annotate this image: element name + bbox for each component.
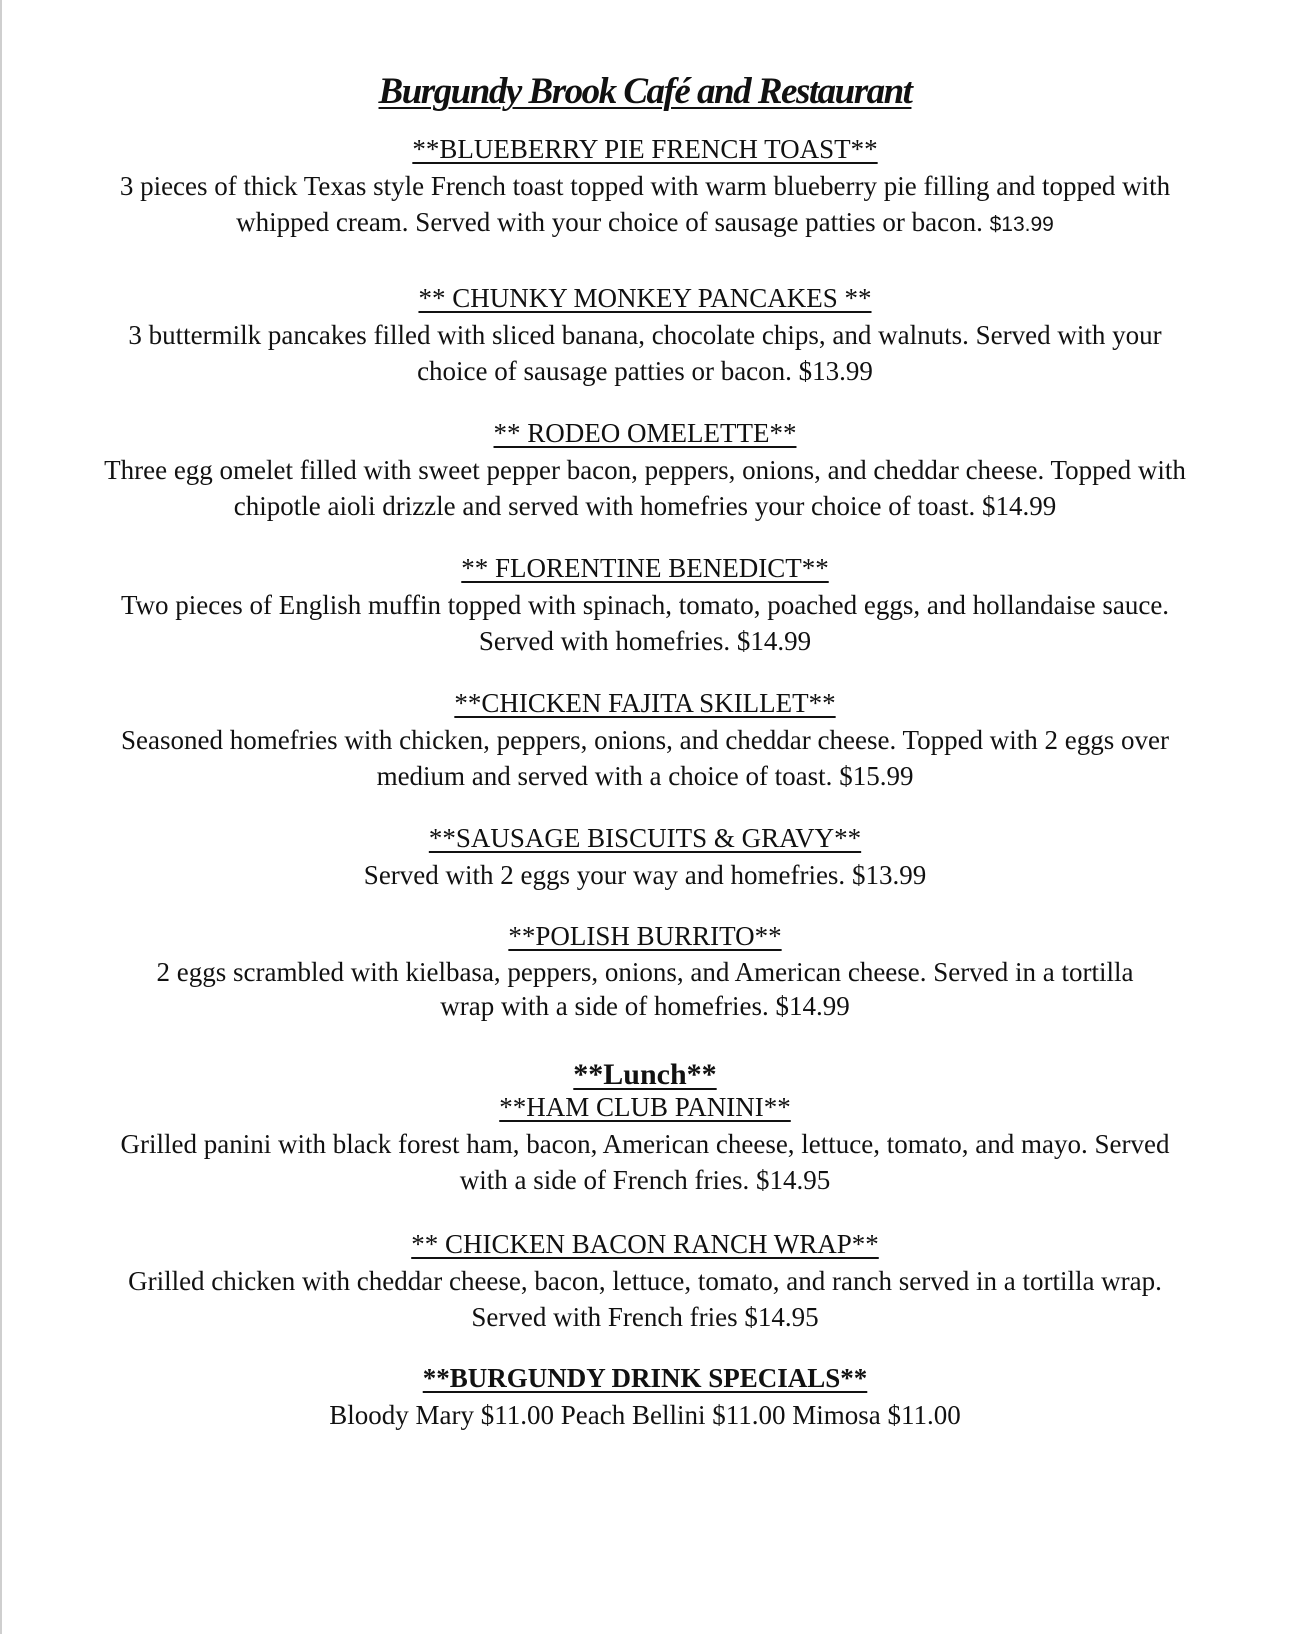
menu-item-price: $14.99 — [736, 626, 812, 656]
menu-item-name: **SAUSAGE BISCUITS & GRAVY** — [428, 823, 862, 853]
menu-item-description — [145, 955, 1145, 1023]
lunch-heading — [0, 1057, 1290, 1093]
menu-item-polish-burrito — [0, 920, 1290, 1023]
menu-item-description — [105, 1126, 1185, 1198]
lunch-heading-text: **Lunch** — [573, 1058, 717, 1091]
menu-item-description-text: Two pieces of English muffin topped with spinach, tomato, poached eggs, and hollandaise sauce. Served with homefries. — [120, 590, 1170, 656]
menu-item-price: $14.99 — [982, 491, 1057, 521]
menu-item-description-text: Three egg omelet filled with sweet pepper bacon, peppers, onions, and cheddar cheese. Topped with chipotle aioli drizzle and served with homefries your choice of toast. — [104, 455, 1186, 521]
menu-item-description-text: Grilled panini with black forest ham, bacon, American cheese, lettuce, tomato, and mayo. Served with a side of French fries. — [120, 1129, 1170, 1195]
menu-item-description-text: Seasoned homefries with chicken, peppers, onions, and cheddar cheese. Topped with 2 eggs over medium and served with a choice of toast. — [120, 725, 1170, 791]
menu-item-price: $15.99 — [839, 761, 914, 791]
menu-item-description — [100, 857, 1190, 893]
menu-item-price: $13.99 — [798, 356, 873, 386]
menu-item-description-text: 3 pieces of thick Texas style French toast topped with warm blueberry pie filling and topped with whipped cream. Served with your choice of sausage patties or bacon. — [119, 171, 1171, 237]
menu-item-price: $14.95 — [755, 1165, 831, 1195]
menu-item-description-text: 3 buttermilk pancakes filled with sliced banana, chocolate chips, and walnuts. Served with your choice of sausage patties or bacon. — [128, 320, 1162, 386]
restaurant-title — [0, 70, 1290, 113]
menu-item-rodeo-omelette — [0, 417, 1290, 524]
menu-item-blueberry-pie-french-toast — [0, 133, 1290, 243]
menu-item-price: $13.99 — [851, 860, 927, 890]
menu-item-description-text: Grilled chicken with cheddar cheese, bacon, lettuce, tomato, and ranch served in a tortilla wrap. Served with French fries — [128, 1266, 1162, 1332]
menu-item-florentine-benedict — [0, 552, 1290, 659]
menu-item-description — [90, 452, 1200, 524]
menu-item-description — [100, 168, 1190, 243]
menu-item-name: ** CHICKEN BACON RANCH WRAP** — [411, 1229, 879, 1259]
drink-specials-line: Bloody Mary $11.00 Peach Bellini $11.00 Mimosa $11.00 — [329, 1400, 961, 1430]
menu-item-chunky-monkey-pancakes — [0, 282, 1290, 389]
menu-item-description-text: 2 eggs scrambled with kielbasa, peppers, onions, and American cheese. Served in a tortilla wrap with a side of homefries. — [156, 957, 1134, 1021]
menu-item-price: $13.99 — [989, 213, 1054, 236]
menu-item-description — [100, 722, 1190, 794]
menu-item-description — [105, 587, 1185, 659]
restaurant-title-text: Burgundy Brook Café and Restaurant — [378, 71, 912, 112]
menu-item-name: **BLUEBERRY PIE FRENCH TOAST** — [412, 134, 878, 164]
menu-item-chicken-bacon-ranch-wrap — [0, 1228, 1290, 1335]
menu-item-chicken-fajita-skillet — [0, 687, 1290, 794]
menu-item-description-text: Served with 2 eggs your way and homefries. — [363, 860, 846, 890]
menu-item-description — [90, 317, 1200, 389]
menu-item-price: $14.99 — [775, 991, 850, 1021]
menu-item-sausage-biscuits-gravy — [0, 822, 1290, 893]
menu-item-ham-club-panini — [0, 1091, 1290, 1198]
menu-item-description — [105, 1263, 1185, 1335]
menu-item-name: ** FLORENTINE BENEDICT** — [461, 553, 829, 583]
menu-item-name: **POLISH BURRITO** — [508, 921, 782, 951]
menu-item-name: ** RODEO OMELETTE** — [493, 418, 797, 448]
menu-item-name: **CHICKEN FAJITA SKILLET** — [454, 688, 836, 718]
menu-item-name: ** CHUNKY MONKEY PANCAKES ** — [418, 283, 872, 313]
drink-specials-heading: **BURGUNDY DRINK SPECIALS** — [422, 1363, 868, 1393]
menu-item-price: $14.95 — [744, 1302, 819, 1332]
menu-item-name: **HAM CLUB PANINI** — [499, 1092, 791, 1122]
drink-specials — [0, 1362, 1290, 1433]
